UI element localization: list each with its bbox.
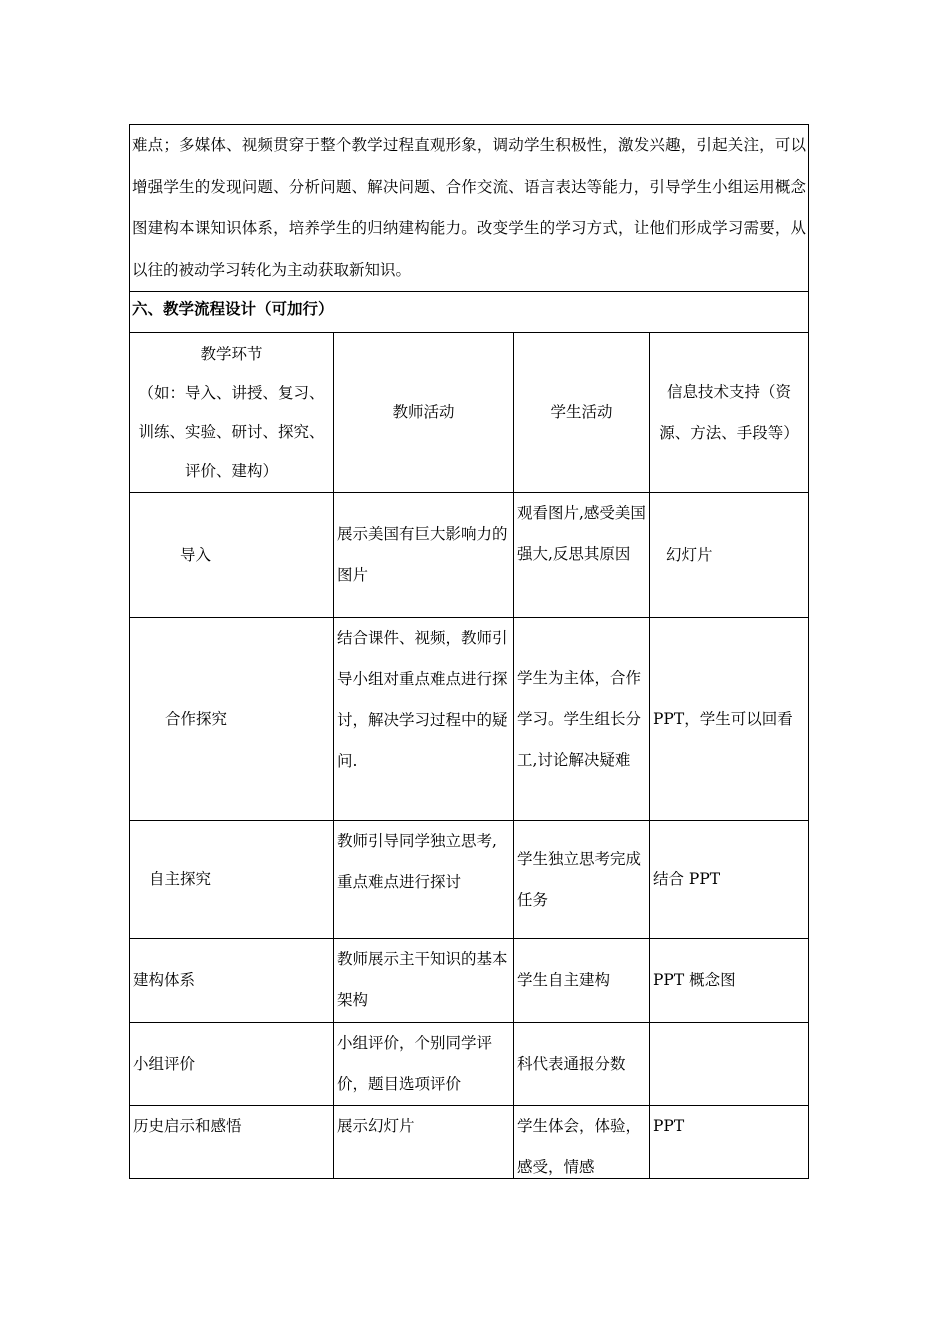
- intro-row: [130, 125, 809, 292]
- tech-cell: [650, 1023, 809, 1106]
- table-row: [130, 821, 809, 939]
- tech-cell: 幻灯片: [650, 493, 809, 618]
- header-stage: [130, 333, 334, 493]
- lesson-plan-table: [129, 124, 809, 1179]
- header-stage-examples: （如：导入、讲授、复习、训练、实验、研讨、探究、评价、建构）: [138, 383, 325, 480]
- stage-cell: 合作探究: [130, 618, 334, 821]
- table-row: [130, 1106, 809, 1179]
- stage-cell: 小组评价: [130, 1023, 334, 1106]
- student-cell: 学生独立思考完成任务: [514, 821, 650, 939]
- stage-cell: 导入: [130, 493, 334, 618]
- header-tech: 信息技术支持（资源、方法、手段等）: [650, 333, 809, 493]
- tech-cell: 结合 PPT: [650, 821, 809, 939]
- section-title: 六、教学流程设计（可加行）: [130, 292, 809, 333]
- student-cell: 学生自主建构: [514, 939, 650, 1023]
- tech-cell: PPT 概念图: [650, 939, 809, 1023]
- student-cell: [514, 1106, 650, 1179]
- student-cell: 观看图片,感受美国强大,反思其原因: [514, 493, 650, 618]
- teacher-cell: 教师引导同学独立思考,重点难点进行探讨: [334, 821, 514, 939]
- tech-cell: PPT: [650, 1106, 809, 1179]
- tech-cell: PPT，学生可以回看: [650, 618, 809, 821]
- student-cell: 学生为主体，合作学习。学生组长分工,讨论解决疑难: [514, 618, 650, 821]
- teacher-cell: 小组评价，个别同学评价，题目选项评价: [334, 1023, 514, 1106]
- header-teacher: 教师活动: [334, 333, 514, 493]
- header-row: [130, 333, 809, 493]
- teacher-cell: 结合课件、视频，教师引导小组对重点难点进行探讨，解决学习过程中的疑问.: [334, 618, 514, 821]
- stage-cell: 建构体系: [130, 939, 334, 1023]
- stage-cell: 历史启示和感悟: [130, 1106, 334, 1179]
- table-row: [130, 493, 809, 618]
- stage-cell: 自主探究: [130, 821, 334, 939]
- intro-paragraph: 难点；多媒体、视频贯穿于整个教学过程直观形象，调动学生积极性，激发兴趣，引起关注，可以增强学生的发现问题、分析问题、解决问题、合作交流、语言表达等能力，引导学生小组运用概念图建构本课知识体系，培养学生的归纳建构能力。改变学生的学习方式，让他们形成学习需要，从以往的被动学习转化为主动获取新知识。: [130, 125, 809, 292]
- teacher-cell: 展示美国有巨大影响力的图片: [334, 493, 514, 618]
- table-row: [130, 618, 809, 821]
- student-cell-text: 学生体会，体验，感受，情感: [517, 1117, 642, 1176]
- teacher-cell: 展示幻灯片: [334, 1106, 514, 1179]
- table-row: [130, 1023, 809, 1106]
- document-page: [129, 124, 808, 1179]
- section-title-row: [130, 292, 809, 333]
- header-stage-title: 教学环节: [200, 344, 263, 363]
- header-student: 学生活动: [514, 333, 650, 493]
- teacher-cell: 教师展示主干知识的基本架构: [334, 939, 514, 1023]
- table-row: [130, 939, 809, 1023]
- student-cell: 科代表通报分数: [514, 1023, 650, 1106]
